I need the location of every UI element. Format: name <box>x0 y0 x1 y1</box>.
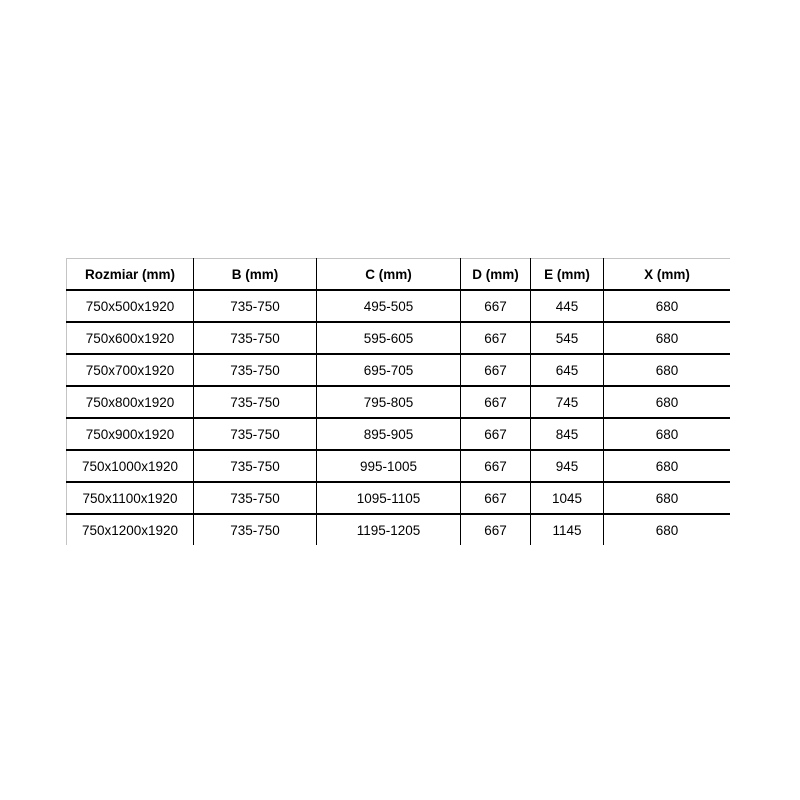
column-header: C (mm) <box>317 259 461 291</box>
table-row <box>67 354 731 386</box>
table-cell: 750x600x1920 <box>67 322 194 354</box>
table-cell: 750x500x1920 <box>67 290 194 322</box>
table-body <box>67 290 731 545</box>
column-header: B (mm) <box>194 259 317 291</box>
table-cell: 745 <box>531 386 604 418</box>
table-cell: 735-750 <box>194 450 317 482</box>
table-cell: 750x900x1920 <box>67 418 194 450</box>
table-cell: 750x1000x1920 <box>67 450 194 482</box>
table-cell: 680 <box>604 482 731 514</box>
table-cell: 667 <box>461 450 531 482</box>
table-cell: 680 <box>604 514 731 545</box>
table-cell: 735-750 <box>194 386 317 418</box>
table-cell: 667 <box>461 322 531 354</box>
table-cell: 667 <box>461 418 531 450</box>
table-cell: 1195-1205 <box>317 514 461 545</box>
table-cell: 545 <box>531 322 604 354</box>
column-header: X (mm) <box>604 259 731 291</box>
table-cell: 995-1005 <box>317 450 461 482</box>
table-cell: 895-905 <box>317 418 461 450</box>
table-cell: 735-750 <box>194 290 317 322</box>
table-cell: 695-705 <box>317 354 461 386</box>
table-cell: 735-750 <box>194 322 317 354</box>
column-header: Rozmiar (mm) <box>67 259 194 291</box>
table-cell: 735-750 <box>194 482 317 514</box>
table-cell: 795-805 <box>317 386 461 418</box>
table-row <box>67 482 731 514</box>
table-cell: 945 <box>531 450 604 482</box>
table-head <box>67 259 731 291</box>
table-cell: 750x1200x1920 <box>67 514 194 545</box>
table-row <box>67 386 731 418</box>
table-cell: 1045 <box>531 482 604 514</box>
column-header: D (mm) <box>461 259 531 291</box>
header-row <box>67 259 731 291</box>
table-cell: 645 <box>531 354 604 386</box>
table-row <box>67 450 731 482</box>
table-cell: 495-505 <box>317 290 461 322</box>
table-cell: 595-605 <box>317 322 461 354</box>
table-cell: 445 <box>531 290 604 322</box>
table-row <box>67 290 731 322</box>
table-cell: 680 <box>604 354 731 386</box>
table-cell: 735-750 <box>194 354 317 386</box>
table-cell: 667 <box>461 290 531 322</box>
column-header: E (mm) <box>531 259 604 291</box>
dimensions-table <box>66 258 730 545</box>
table-cell: 750x700x1920 <box>67 354 194 386</box>
table-cell: 735-750 <box>194 514 317 545</box>
table-cell: 667 <box>461 514 531 545</box>
table-cell: 680 <box>604 450 731 482</box>
table-cell: 667 <box>461 386 531 418</box>
table-row <box>67 322 731 354</box>
table-cell: 667 <box>461 482 531 514</box>
table-cell: 1145 <box>531 514 604 545</box>
table-row <box>67 514 731 545</box>
table-cell: 667 <box>461 354 531 386</box>
table-cell: 680 <box>604 418 731 450</box>
table-cell: 680 <box>604 290 731 322</box>
table-cell: 1095-1105 <box>317 482 461 514</box>
table-cell: 845 <box>531 418 604 450</box>
table-cell: 680 <box>604 386 731 418</box>
table-cell: 735-750 <box>194 418 317 450</box>
table-cell: 750x800x1920 <box>67 386 194 418</box>
table-row <box>67 418 731 450</box>
table-cell: 750x1100x1920 <box>67 482 194 514</box>
table-cell: 680 <box>604 322 731 354</box>
